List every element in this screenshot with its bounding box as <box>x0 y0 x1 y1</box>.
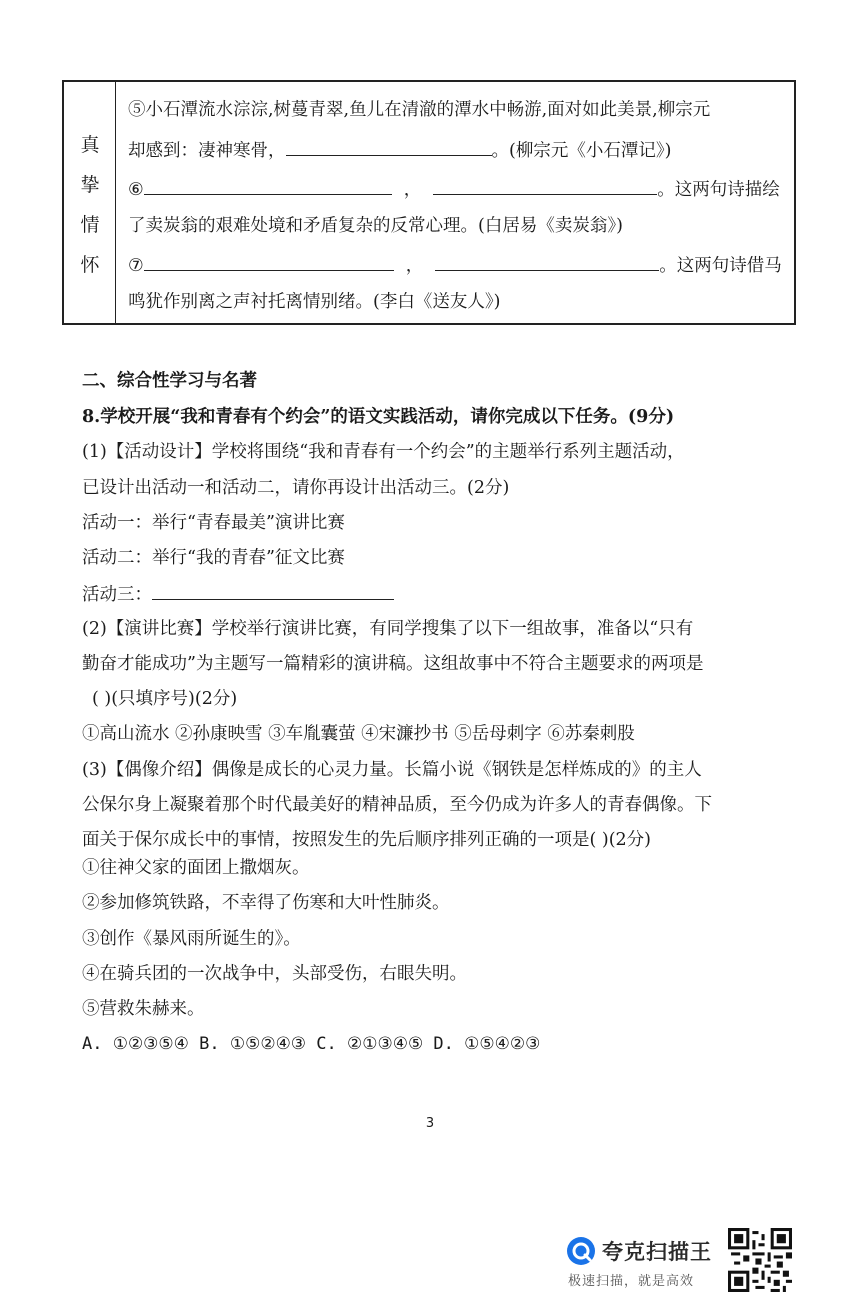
table-side-label <box>64 82 116 323</box>
item6-line2: 了卖炭翁的艰难处境和矛盾复杂的反常心理。(白居易《卖炭翁》) <box>128 216 623 236</box>
activity-3-label: 活动三： <box>82 585 152 605</box>
part3-line3: 面关于保尔成长中的事情，按照发生的先后顺序排列正确的一项是( )(2分) <box>82 830 652 850</box>
event-2: ②参加修筑铁路，不幸得了伤寒和大叶性肺炎。 <box>82 893 450 913</box>
answer-choices: A. ①②③⑤④ B. ①⑤②④③ C. ②①③④⑤ D. ①⑤④②③ <box>82 1034 541 1054</box>
side-char: 情 <box>80 214 100 236</box>
part1-line2: 已设计出活动一和活动二，请你再设计出活动三。(2分) <box>82 478 510 498</box>
part2-line1: (2)【演讲比赛】学校举行演讲比赛，有同学搜集了以下一组故事，准备以“只有 <box>82 619 694 639</box>
item6-comma: ， <box>403 180 422 200</box>
item6-line1 <box>128 176 780 202</box>
poetry-table <box>62 80 796 325</box>
side-char: 怀 <box>80 254 100 276</box>
question-8: 8.学校开展“我和青春有个约会”的语文实践活动，请你完成以下任务。(9分) <box>82 407 675 427</box>
item7-comma: ， <box>405 256 424 276</box>
watermark-brand: 夸克扫描王 <box>602 1240 712 1264</box>
answer-blank[interactable] <box>152 581 394 600</box>
item5-line2-pre: 却感到：凄神寒骨， <box>128 141 286 161</box>
section-heading: 二、综合性学习与名著 <box>82 371 257 391</box>
part3-line1: (3)【偶像介绍】偶像是成长的心灵力量。长篇小说《钢铁是怎样炼成的》的主人 <box>82 760 702 780</box>
quark-logo-icon <box>566 1236 596 1266</box>
answer-blank[interactable] <box>144 252 394 271</box>
story-options: ①高山流水 ②孙康映雪 ③车胤囊萤 ④宋濂抄书 ⑤岳母刺字 ⑥苏秦刺股 <box>82 724 635 744</box>
scanner-watermark <box>566 1228 796 1294</box>
item7-line1 <box>128 252 782 278</box>
qr-code-icon <box>728 1228 792 1292</box>
item7-line2: 鸣犹作别离之声衬托离情别绪。(李白《送友人》) <box>128 292 501 312</box>
answer-blank[interactable] <box>433 176 657 195</box>
item7-post: 。这两句诗借马 <box>659 256 782 276</box>
event-3: ③创作《暴风雨所诞生的》。 <box>82 929 301 949</box>
event-4: ④在骑兵团的一次战争中，头部受伤，右眼失明。 <box>82 964 467 984</box>
item6-number: ⑥ <box>128 180 144 200</box>
item7-number: ⑦ <box>128 256 144 276</box>
answer-blank[interactable] <box>435 252 659 271</box>
side-char: 挚 <box>80 174 100 196</box>
item5-line1: ⑤小石潭流水淙淙,树蔓青翠,鱼儿在清澈的潭水中畅游,面对如此美景,柳宗元 <box>128 100 711 120</box>
event-1: ①往神父家的面团上撒烟灰。 <box>82 858 310 878</box>
answer-blank[interactable] <box>286 137 492 156</box>
part2-line2: 勤奋才能成功”为主题写一篇精彩的演讲稿。这组故事中不符合主题要求的两项是 <box>82 654 704 674</box>
watermark-slogan: 极速扫描，就是高效 <box>568 1274 695 1289</box>
item5-line2 <box>128 137 671 163</box>
activity-2: 活动二：举行“我的青春”征文比赛 <box>82 548 345 568</box>
item6-post: 。这两句诗描绘 <box>657 180 780 200</box>
part2-line3: ( )(只填序号)(2分) <box>92 689 238 709</box>
page-number: 3 <box>425 1116 435 1131</box>
item5-line2-post: 。(柳宗元《小石潭记》) <box>491 141 672 161</box>
activity-1: 活动一：举行“青春最美”演讲比赛 <box>82 513 345 533</box>
part3-line2: 公保尔身上凝聚着那个时代最美好的精神品质，至今仍成为许多人的青春偶像。下 <box>82 795 712 815</box>
answer-blank[interactable] <box>144 176 392 195</box>
part1-line1: (1)【活动设计】学校将围绕“我和青春有一个约会”的主题举行系列主题活动， <box>82 442 685 462</box>
activity-3 <box>82 581 394 607</box>
side-char: 真 <box>80 134 100 156</box>
event-5: ⑤营救朱赫来。 <box>82 999 205 1019</box>
